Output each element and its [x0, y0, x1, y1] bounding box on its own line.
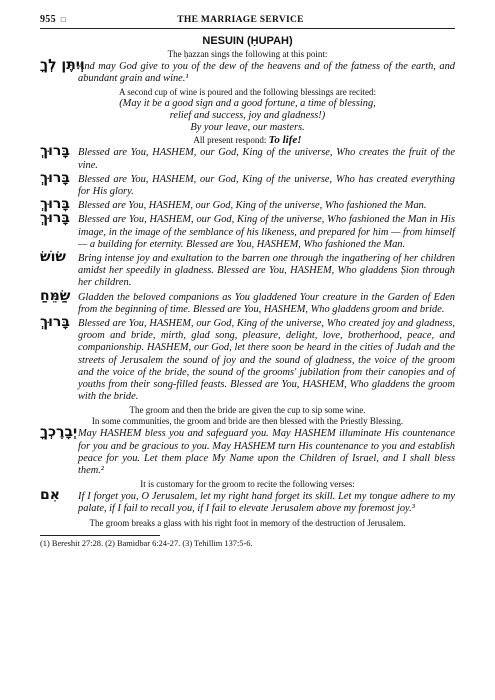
hebrew-incipit: אִם: [40, 487, 60, 504]
verses-instruction: It is customary for the groom to recite the following verses:: [140, 479, 355, 490]
header-separator-icon: □: [60, 15, 67, 24]
wine-instruction: A second cup of wine is poured and the following blessings are recited:: [119, 87, 376, 98]
priestly-instruction: In some communities, the groom and bride are then blessed with the Priestly Blessing.: [91, 416, 404, 427]
by-your-leave: By your leave, our masters.: [190, 122, 305, 134]
blessing-6: [40, 287, 455, 316]
respond-prefix: All present respond:: [193, 135, 267, 146]
blessing-text: Blessed are You, HASHEM, our God, King of the universe, Who creates the fruit of the vine.: [78, 147, 455, 171]
blessing-text: And may God give to you of the dew of the heavens and of the fatness of the earth, and abundant grain and wine.¹: [78, 61, 455, 85]
blessing-4: [40, 210, 455, 251]
blessing-1: [40, 143, 455, 171]
blessing-3: [40, 196, 455, 213]
blessing-text: Blessed are You, HASHEM, our God, King of the universe, Who fashioned the Man.: [78, 200, 427, 212]
blessing-5: [40, 249, 455, 290]
blessing-text: May HASHEM bless you and safeguard you. May HASHEM illuminate His countenance for you and be gracious to you. May HASHEM turn His countenance to you and establish peace for you. Let them place My Name upon the Children of Israel, and I shall bless them.²: [78, 428, 455, 477]
running-title: THE MARRIAGE SERVICE: [177, 15, 304, 25]
jerusalem-verses: [40, 487, 455, 515]
hebrew-incipit: בָּרוּךְ: [40, 314, 70, 331]
footnote: (1) Bereshit 27:28. (2) Bamidbar 6:24-27. (3) Tehillim 137:5-6.: [40, 538, 253, 548]
blessing-text: Blessed are You, HASHEM, our God, King of the universe, Who fashioned the Man in His image, in the image of the semblance of his likeness, and prepared for him — from himself — a building for eternity. Blessed are You, HASHEM, Who fashioned the Man.: [78, 214, 455, 250]
hebrew-incipit: וְיִתֶּן לְךָ: [40, 57, 85, 73]
hebrew-incipit: שַׂמֵּחַ: [40, 287, 71, 304]
hebrew-incipit: בָּרוּךְ: [40, 210, 70, 227]
blessing-text: Bring intense joy and exultation to the barren one through the ingathering of her children amidst her speedily in gladness. Blessed are You, HASHEM, Who gladdens Ṣion through her children.: [78, 253, 455, 289]
blessing-7: [40, 314, 455, 403]
hebrew-incipit: בָּרוּךְ: [40, 196, 70, 213]
page-header: [40, 14, 455, 25]
blessing-text: Blessed are You, HASHEM, our God, King of the universe, Who has created everything for His glory.: [78, 173, 455, 198]
blessing-2: [40, 169, 455, 198]
hebrew-incipit: יְבָרֶכְךָ: [40, 424, 78, 441]
intro-instruction: The ḥazzan sings the following at this point:: [167, 49, 328, 59]
wish-line-1: (May it be a good sign and a good fortune, a time of blessing,: [119, 98, 376, 110]
priestly-blessing: [40, 424, 455, 477]
verses-text: If I forget you, O Jerusalem, let my right hand forget its skill. Let my tongue adhere to my palate, if I fail to recall you, if I fail to elevate Jerusalem above my foremost joy.³: [78, 491, 455, 515]
cup-instruction: The groom and then the bride are given the cup to sip some wine.: [129, 405, 366, 416]
glass-instruction: The groom breaks a glass with his right foot in memory of the destruction of Jerusalem.: [89, 517, 406, 528]
section-title: NESUIN (ḤUPAH): [202, 35, 293, 47]
blessing-dew: [40, 57, 455, 85]
header-rule: [40, 28, 455, 29]
blessing-text: Gladden the beloved companions as You gladdened Your creature in the Garden of Eden from the beginning of time. Blessed are You, HASHEM, Who gladdens groom and bride.: [78, 291, 455, 315]
respond-text: To life!: [268, 134, 302, 147]
page-number: 955: [40, 14, 56, 25]
hebrew-incipit: שׂוֹשׂ: [40, 249, 67, 266]
hebrew-incipit: בָּרוּךְ: [40, 143, 70, 160]
blessing-text: Blessed are You, HASHEM, our God, King of the universe, Who created joy and gladness, groom and bride, mirth, glad song, pleasure, delight, love, brotherhood, peace, and companionship. HASHEM, our God, let there soon be heard in the cities of Judah and the streets of Jerusalem the sound of joy and the sound of gladness, the voice of the groom and the voice of the bride, the sound of the grooms' jubilation from their canopies and of youths from their song-filled feasts. Blessed are You, HASHEM, Who gladdens the groom with the bride.: [78, 318, 455, 403]
wish-line-2: relief and success, joy and gladness!): [169, 110, 326, 122]
hebrew-incipit: בָּרוּךְ: [40, 169, 70, 186]
footnote-rule: [40, 535, 160, 536]
respond-line: [40, 134, 455, 146]
